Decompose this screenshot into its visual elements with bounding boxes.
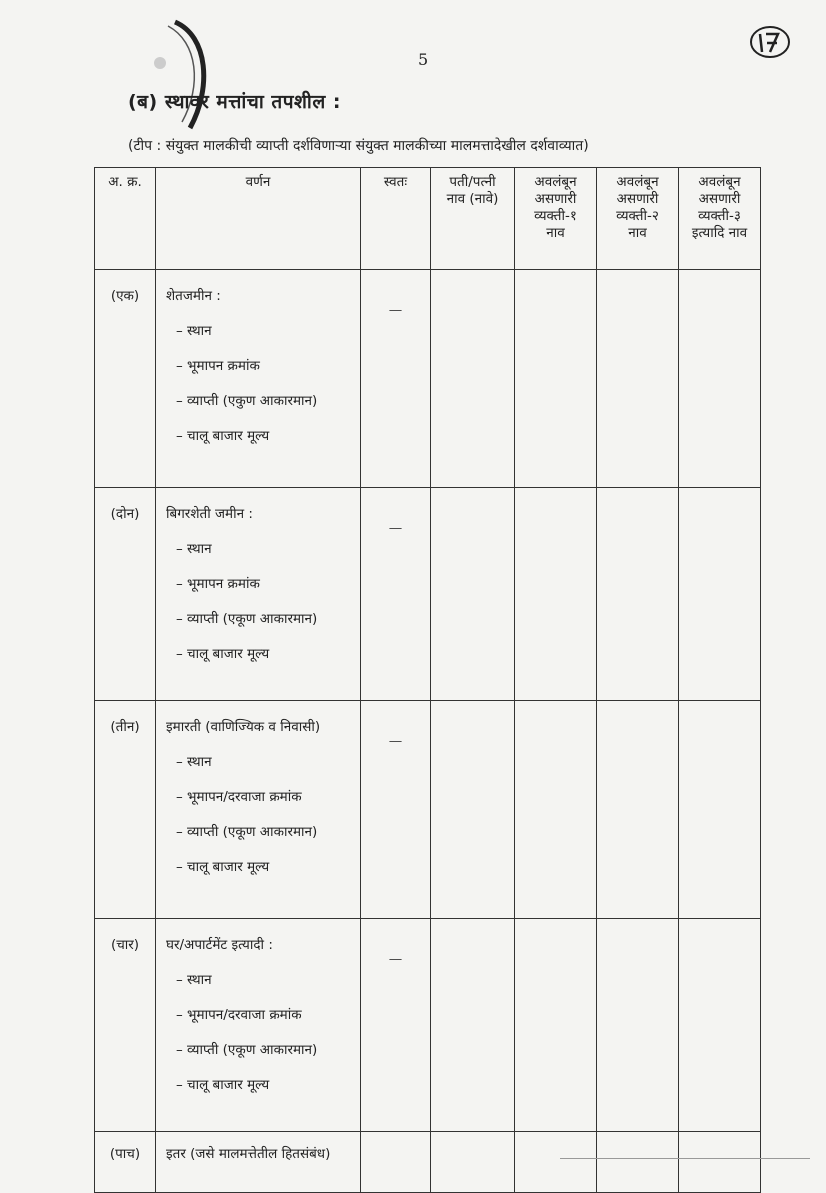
empty-cell [597, 270, 679, 488]
handwritten-page-mark-image [748, 22, 792, 62]
col-header-dependent-2: अवलंबून असणारी व्यक्ती-२ नाव [597, 168, 679, 270]
row-item: – स्थान [176, 754, 212, 770]
row-item: – चालू बाजार मूल्य [176, 428, 270, 444]
empty-cell [515, 1132, 597, 1193]
col-header-self: स्वतः [361, 168, 431, 270]
table-header-row [95, 168, 761, 270]
row-item: – भूमापन/दरवाजा क्रमांक [176, 789, 302, 805]
row-heading: इमारती (वाणिज्यिक व निवासी) [166, 719, 321, 735]
row-description [156, 701, 361, 919]
row-item: – व्याप्ती (एकुण आकारमान) [176, 393, 318, 409]
empty-cell [679, 488, 761, 701]
row-item: – स्थान [176, 323, 212, 339]
row-heading: इतर (जसे मालमत्तेतील हितसंबंध) [166, 1146, 331, 1162]
self-value-mark: — [361, 919, 431, 1132]
empty-cell [679, 701, 761, 919]
empty-cell [515, 488, 597, 701]
table-row [95, 919, 761, 1132]
empty-cell [679, 270, 761, 488]
footer-rule [560, 1158, 810, 1159]
empty-cell [597, 1132, 679, 1193]
row-description [156, 1132, 361, 1193]
empty-cell [431, 488, 515, 701]
row-item: – व्याप्ती (एकूण आकारमान) [176, 1042, 318, 1058]
row-serial: (पाच) [95, 1132, 156, 1193]
empty-cell [431, 1132, 515, 1193]
row-serial: (तीन) [95, 701, 156, 919]
empty-cell [679, 919, 761, 1132]
row-serial: (चार) [95, 919, 156, 1132]
row-item: – भूमापन/दरवाजा क्रमांक [176, 1007, 302, 1023]
row-description [156, 270, 361, 488]
empty-cell [515, 270, 597, 488]
row-heading: शेतजमीन : [166, 288, 221, 304]
col-header-dependent-3: अवलंबून असणारी व्यक्ती-३ इत्यादि नाव [679, 168, 761, 270]
empty-cell [597, 701, 679, 919]
self-value-mark: — [361, 270, 431, 488]
row-serial: (एक) [95, 270, 156, 488]
table-row [95, 270, 761, 488]
self-value-mark: — [361, 701, 431, 919]
empty-cell [361, 1132, 431, 1193]
row-item: – भूमापन क्रमांक [176, 576, 260, 592]
empty-cell [431, 701, 515, 919]
table-row [95, 701, 761, 919]
col-header-dependent-1: अवलंबून असणारी व्यक्ती-१ नाव [515, 168, 597, 270]
empty-cell [431, 919, 515, 1132]
empty-cell [431, 270, 515, 488]
row-serial: (दोन) [95, 488, 156, 701]
row-description [156, 488, 361, 701]
col-header-spouse: पती/पत्नी नाव (नावे) [431, 168, 515, 270]
self-value-mark: — [361, 488, 431, 701]
row-item: – भूमापन क्रमांक [176, 358, 260, 374]
empty-cell [515, 919, 597, 1132]
row-heading: बिगरशेती जमीन : [166, 506, 253, 522]
table-row [95, 488, 761, 701]
row-item: – चालू बाजार मूल्य [176, 646, 270, 662]
col-header-description: वर्णन [156, 168, 361, 270]
row-item: – स्थान [176, 972, 212, 988]
empty-cell [597, 488, 679, 701]
col-header-sr: अ. क्र. [95, 168, 156, 270]
row-item: – व्याप्ती (एकूण आकारमान) [176, 824, 318, 840]
row-heading: घर/अपार्टमेंट इत्यादी : [166, 937, 273, 953]
official-stamp-image [120, 18, 210, 138]
empty-cell [515, 701, 597, 919]
row-item: – व्याप्ती (एकूण आकारमान) [176, 611, 318, 627]
section-title: (ब) स्थावर मत्तांचा तपशील : [128, 91, 341, 113]
immovable-assets-table [94, 167, 761, 1193]
row-item: – चालू बाजार मूल्य [176, 1077, 270, 1093]
row-item: – स्थान [176, 541, 212, 557]
row-item: – चालू बाजार मूल्य [176, 859, 270, 875]
table-row [95, 1132, 761, 1193]
empty-cell [597, 919, 679, 1132]
section-note: (टीप : संयुक्त मालकीची व्याप्ती दर्शविणाऱ्या संयुक्त मालकीच्या मालमत्तादेखील दर्शवाव्यात) [128, 138, 589, 154]
page-number: 5 [418, 50, 429, 69]
empty-cell [679, 1132, 761, 1193]
row-description [156, 919, 361, 1132]
